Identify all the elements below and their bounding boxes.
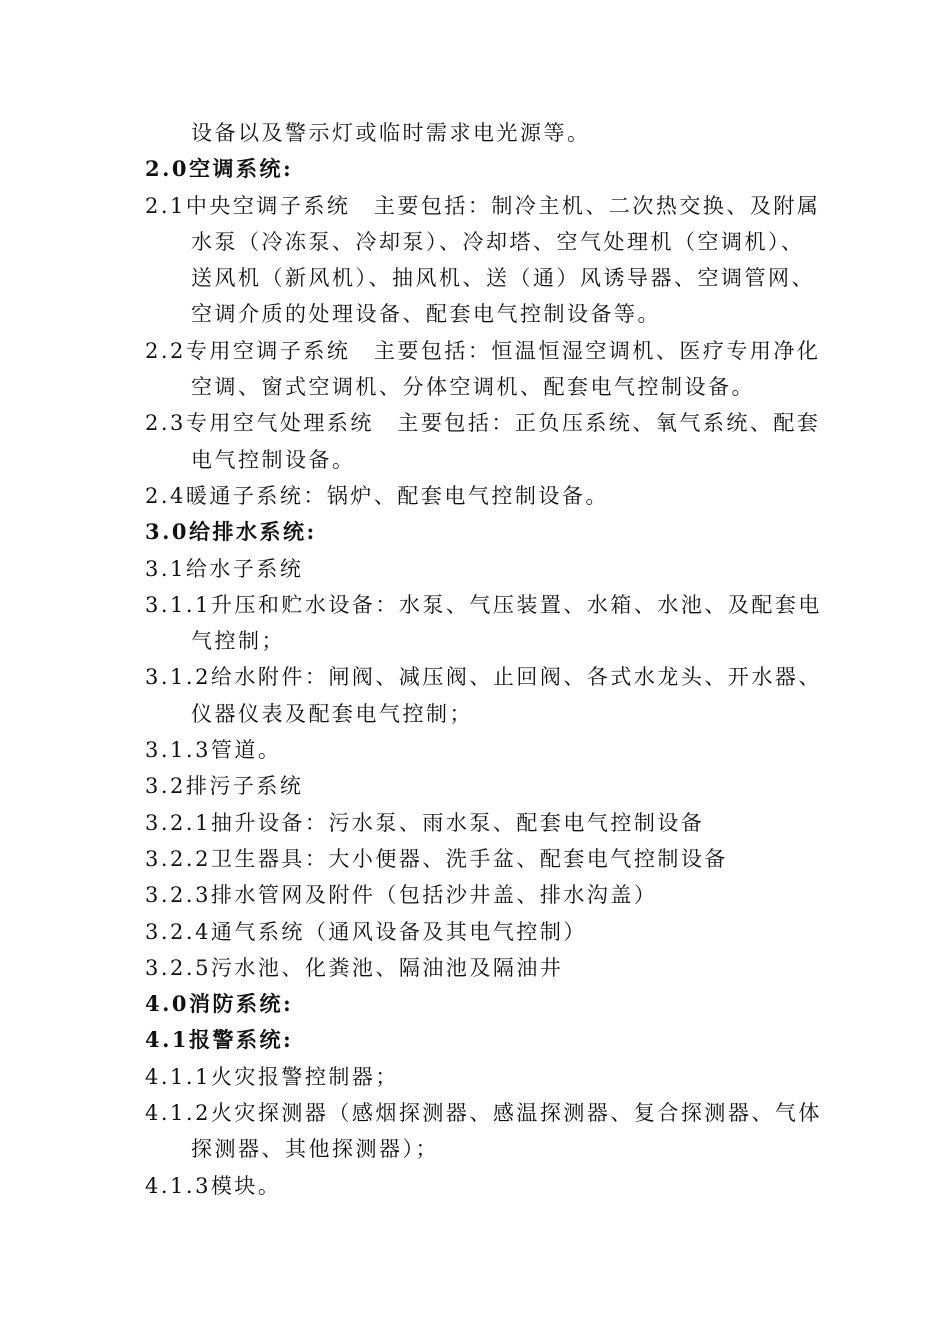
section-heading: 2.0空调系统: <box>145 156 294 182</box>
text-line: 3.2排污子系统 <box>145 774 304 799</box>
text-line: 3.1.2给水附件：闸阀、减压阀、止回阀、各式水龙头、开水器、 <box>145 665 822 690</box>
text-line: 2.4暖通子系统：锅炉、配套电气控制设备。 <box>145 483 609 508</box>
text-line: 3.2.1抽升设备：污水泵、雨水泵、配套电气控制设备 <box>145 810 705 835</box>
text-line: 2.3专用空气处理系统 主要包括：正负压系统、氧气系统、配套 <box>145 411 821 436</box>
text-line: 3.1给水子系统 <box>145 556 304 581</box>
text-line: 3.2.4通气系统（通风设备及其电气控制） <box>145 919 587 944</box>
text-line: 4.1.2火灾探测器（感烟探测器、感温探测器、复合探测器、气体 <box>145 1101 822 1126</box>
text-line: 设备以及警示灯或临时需求电光源等。 <box>191 121 591 145</box>
text-line: 电气控制设备。 <box>191 447 356 472</box>
text-line: 3.1.1升压和贮水设备：水泵、气压装置、水箱、水池、及配套电 <box>145 592 822 617</box>
text-line: 送风机（新风机）、抽风机、送（通）风诱导器、空调管网、 <box>191 266 815 291</box>
subsection-heading: 4.1报警系统: <box>145 1027 294 1053</box>
text-line: 4.1.1火灾报警控制器； <box>145 1064 399 1089</box>
text-line: 3.2.2卫生器具：大小便器、洗手盆、配套电气控制设备 <box>145 846 728 871</box>
text-line: 3.2.3排水管网及附件（包括沙井盖、排水沟盖） <box>145 883 658 908</box>
text-line: 2.2专用空调子系统 主要包括：恒温恒湿空调机、医疗专用净化 <box>145 338 821 363</box>
text-line: 4.1.3模块。 <box>145 1173 282 1198</box>
text-line: 探测器、其他探测器）； <box>191 1137 439 1162</box>
text-line: 2.1中央空调子系统 主要包括：制冷主机、二次热交换、及附属 <box>145 193 821 218</box>
text-line: 空调、窗式空调机、分体空调机、配套电气控制设备。 <box>191 375 755 400</box>
text-line: 仪器仪表及配套电气控制； <box>191 701 473 726</box>
text-line: 水泵（冷冻泵、冷却泵）、冷却塔、空气处理机（空调机）、 <box>191 229 805 254</box>
section-heading: 3.0给排水系统: <box>145 519 317 545</box>
section-heading: 4.0消防系统: <box>145 991 294 1017</box>
text-line: 空调介质的处理设备、配套电气控制设备等。 <box>191 302 661 327</box>
document-body <box>145 115 822 1204</box>
text-line: 气控制； <box>191 629 285 654</box>
text-line: 3.1.3管道。 <box>145 738 282 763</box>
text-line: 3.2.5污水池、化粪池、隔油池及隔油井 <box>145 955 564 980</box>
